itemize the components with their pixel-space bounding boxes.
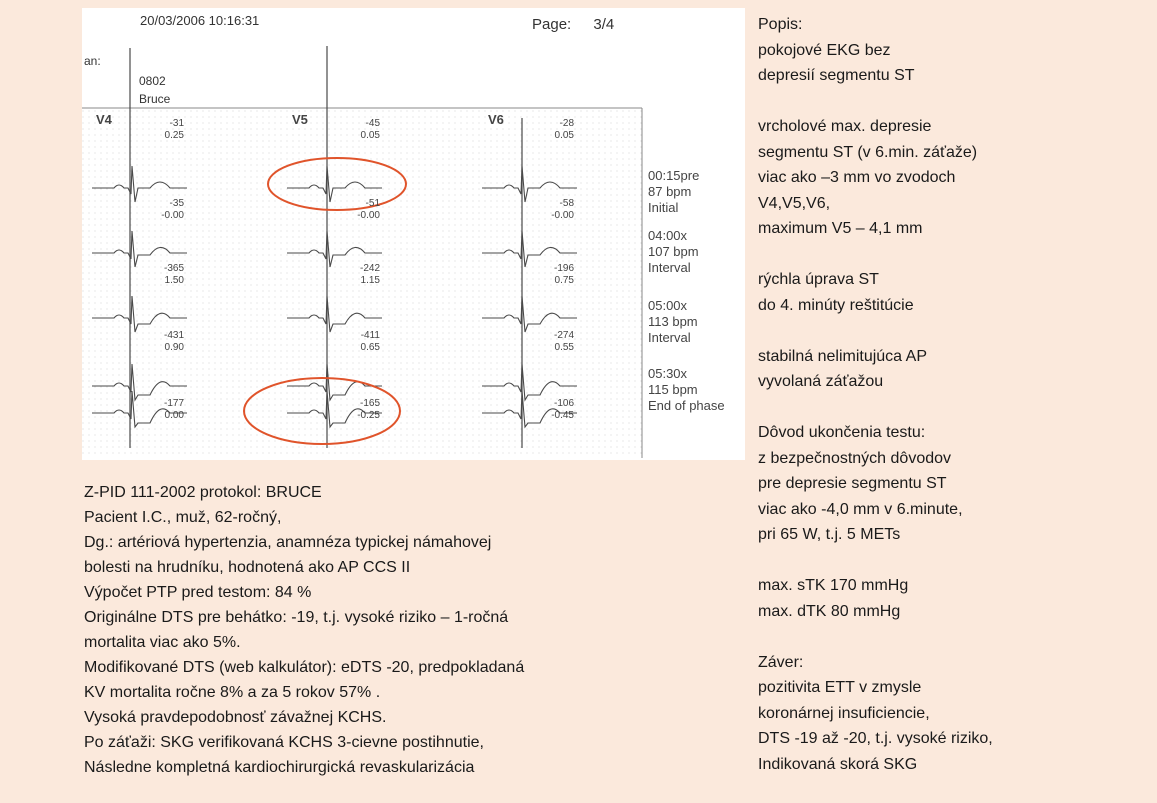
description-paragraph (758, 344, 1148, 395)
ecg-printout (82, 8, 745, 460)
st-slope-value: -431 (163, 330, 184, 341)
st-level-value: -0.00 (357, 210, 380, 221)
ecg-date: 20/03/2006 10:16:31 (140, 13, 260, 28)
st-value-v5 (340, 330, 380, 354)
description-line: koronárnej insuficiencie, (758, 704, 930, 722)
description-line: pre depresie segmentu ST (758, 475, 947, 492)
stage-time: 04:00x (648, 228, 688, 243)
description-paragraph (758, 573, 1148, 624)
st-slope-value: -177 (163, 398, 184, 409)
description-line: vrcholové max. depresie (758, 118, 932, 135)
description-line: stabilná nelimitujúca AP (758, 347, 927, 365)
description-line: segmentu ST (v 6.min. záťaže) (758, 143, 978, 161)
patient-summary (84, 480, 744, 780)
description-line: vyvolaná záťažou (758, 373, 884, 390)
stage-4min (648, 228, 699, 276)
description-paragraph (758, 12, 1148, 89)
st-level-value: 0.05 (360, 130, 380, 141)
description-line: viac ako -4,0 mm v 6.minute, (758, 500, 963, 518)
description-line: Indikovaná skorá SKG (758, 755, 918, 773)
stage-hr: 87 bpm (648, 184, 692, 199)
description-line: pozitivita ETT v zmysle (758, 679, 922, 696)
lead-label-v6: V6 (488, 112, 504, 127)
description-line: Záver: (758, 653, 804, 671)
st-level-value: 1.15 (360, 275, 380, 286)
st-slope-value: -196 (553, 263, 574, 274)
summary-line: Vysoká pravdepodobnosť závažnej KCHS. (84, 709, 387, 726)
summary-line: Výpočet PTP pred testom: 84 % (84, 584, 312, 601)
st-slope-value: -365 (163, 263, 184, 274)
stage-name: End of phase (648, 398, 725, 413)
st-level-value: 0.25 (164, 130, 184, 141)
st-level-value: -0.25 (357, 410, 380, 421)
st-slope-value: -106 (553, 398, 574, 409)
stage-end (648, 366, 725, 414)
ecg-page-label: Page: (532, 16, 572, 33)
st-value-v6 (534, 263, 574, 287)
stage-time: 00:15pre (648, 168, 700, 183)
lead-label-v5: V5 (292, 112, 308, 127)
summary-line: mortalita viac ako 5%. (84, 634, 241, 651)
stage-time: 05:00x (648, 298, 688, 313)
st-value-v6 (534, 118, 574, 142)
st-slope-value: -58 (559, 198, 574, 209)
stage-initial (648, 168, 699, 216)
description-line: do 4. minúty reštitúcie (758, 296, 914, 314)
description-line: depresií segmentu ST (758, 67, 915, 84)
description-line: pokojové EKG bez (758, 41, 891, 59)
stage-name: Interval (648, 260, 691, 275)
st-slope-value: -31 (169, 118, 184, 129)
ecg-patient-id: 0802 (139, 74, 166, 88)
summary-line: Z-PID 111-2002 protokol: BRUCE (84, 484, 322, 501)
description-line: maximum V5 – 4,1 mm (758, 220, 923, 237)
st-level-value: -0.00 (161, 210, 184, 221)
st-slope-value: -35 (169, 198, 184, 209)
description-line: max. dTK 80 mmHg (758, 602, 901, 620)
ecg-trace-chart (82, 8, 745, 460)
st-slope-value: -45 (365, 118, 380, 129)
ecg-page-value: 3/4 (593, 16, 615, 33)
description-line: max. sTK 170 mmHg (758, 577, 909, 594)
st-value-v5 (340, 198, 380, 222)
summary-line: Originálne DTS pre behátko: -19, t.j. vysoké riziko – 1-ročná (84, 609, 509, 626)
description-paragraph (758, 650, 1148, 778)
st-value-v6 (534, 198, 574, 222)
st-slope-value: -28 (559, 118, 574, 129)
st-value-v6 (534, 330, 574, 354)
st-value-v4 (144, 118, 184, 142)
stage-hr: 113 bpm (648, 314, 698, 329)
description-line: Dôvod ukončenia testu: (758, 424, 926, 441)
st-slope-value: -411 (360, 330, 380, 341)
description-line: DTS -19 až -20, t.j. vysoké riziko, (758, 730, 993, 747)
st-level-value: 0.00 (164, 410, 184, 421)
st-value-v4 (144, 263, 184, 287)
st-value-v6 (534, 398, 574, 422)
st-slope-value: -165 (359, 398, 380, 409)
stage-hr: 107 bpm (648, 244, 699, 259)
st-level-value: 0.55 (554, 342, 574, 353)
lead-label-v4: V4 (96, 112, 112, 127)
summary-line: bolesti na hrudníku, hodnotená ako AP CCS II (84, 559, 411, 576)
ecg-page-indicator (532, 16, 614, 33)
st-slope-value: -242 (359, 263, 380, 274)
st-level-value: 0.75 (554, 275, 574, 286)
stage-name: Initial (648, 200, 679, 215)
description-line: rýchla úprava ST (758, 271, 879, 288)
description-line: V4,V5,V6, (758, 194, 831, 212)
st-level-value: 0.05 (554, 130, 574, 141)
st-value-v5 (340, 118, 380, 142)
st-value-v5 (340, 263, 380, 287)
summary-line: Dg.: artériová hypertenzia, anamnéza typickej námahovej (84, 534, 492, 551)
description-paragraph (758, 420, 1148, 548)
summary-line: Pacient I.C., muž, 62-ročný, (84, 509, 282, 526)
st-value-v4 (144, 398, 184, 422)
ecg-an-label: an: (84, 54, 101, 68)
description-paragraph (758, 114, 1148, 242)
st-level-value: 1.50 (164, 275, 184, 286)
summary-line: Po záťaži: SKG verifikovaná KCHS 3-cievne postihnutie, (84, 734, 484, 751)
summary-line: Modifikované DTS (web kalkulátor): eDTS -20, predpokladaná (84, 659, 525, 676)
st-level-value: 0.65 (360, 342, 380, 353)
description-line: pri 65 W, t.j. 5 METs (758, 526, 901, 543)
st-slope-value: -274 (553, 330, 574, 341)
description-line: viac ako –3 mm vo zvodoch (758, 169, 956, 186)
description-paragraph (758, 267, 1148, 318)
st-level-value: -0.45 (551, 410, 574, 421)
st-value-v5 (340, 398, 380, 422)
ecg-protocol: Bruce (139, 92, 171, 106)
st-level-value: 0.90 (164, 342, 184, 353)
summary-line: KV mortalita ročne 8% a za 5 rokov 57% . (84, 684, 381, 701)
st-slope-value: -51 (365, 198, 380, 209)
description-line: Popis: (758, 16, 803, 33)
stage-hr: 115 bpm (648, 382, 698, 397)
stage-5min (648, 298, 698, 346)
description-column (758, 12, 1148, 803)
st-value-v4 (144, 198, 184, 222)
stage-time: 05:30x (648, 366, 688, 381)
description-line: z bezpečnostných dôvodov (758, 449, 952, 467)
st-value-v4 (144, 330, 184, 354)
stage-name: Interval (648, 330, 691, 345)
st-level-value: -0.00 (551, 210, 574, 221)
summary-line: Následne kompletná kardiochirurgická revaskularizácia (84, 759, 475, 776)
